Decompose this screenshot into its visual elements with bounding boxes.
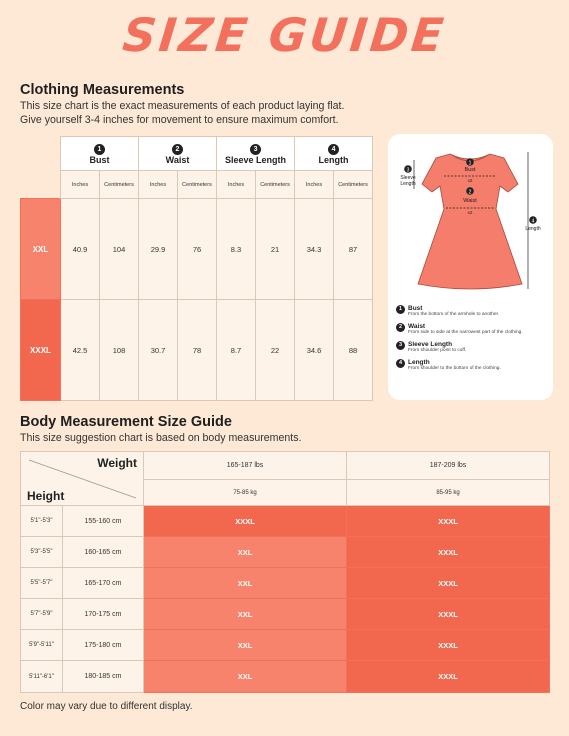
size-cell: XXXL xyxy=(347,506,550,537)
height-ft: 5'3"-5'5" xyxy=(21,537,63,568)
height-cm: 155-160 cm xyxy=(63,506,144,537)
table-cell: 78 xyxy=(178,300,217,401)
legend-desc: From shoulder point to cuff. xyxy=(408,348,467,353)
col-label: Bust xyxy=(89,154,110,165)
body-measurement-table xyxy=(20,451,550,693)
number-badge: 4 xyxy=(328,144,339,155)
number-badge: 1 xyxy=(94,144,105,155)
table-cell: 42.5 xyxy=(61,300,100,401)
corner-blank xyxy=(21,137,61,171)
weight-lbs: 187-209 lbs xyxy=(347,452,550,480)
sleeve-label: Length xyxy=(400,181,416,187)
unit-label: Inches xyxy=(139,171,178,199)
number-badge: 3 xyxy=(396,341,405,350)
unit-label: Centimeters xyxy=(256,171,295,199)
color-disclaimer: Color may vary due to different display. xyxy=(20,701,193,712)
table-row xyxy=(21,630,550,661)
size-cell: XXL xyxy=(144,630,347,661)
legend-item xyxy=(396,305,548,317)
table-cell: 40.9 xyxy=(61,199,100,300)
height-cm: 170-175 cm xyxy=(63,599,144,630)
number-badge: 2 xyxy=(396,323,405,332)
size-cell: XXXL xyxy=(347,599,550,630)
table-cell: 76 xyxy=(178,199,217,300)
legend-desc: From side to side at the narrowest part of the clothing. xyxy=(408,330,523,335)
clothing-heading: Clothing Measurements xyxy=(20,82,185,98)
height-ft: 5'5"-5'7" xyxy=(21,568,63,599)
col-header-waist xyxy=(139,137,217,171)
number-badge: 3 xyxy=(250,144,261,155)
svg-text:1: 1 xyxy=(468,160,472,167)
legend-title: Sleeve Length xyxy=(408,341,453,348)
weight-kg: 75-85 kg xyxy=(144,480,347,506)
table-row xyxy=(21,199,373,300)
height-ft: 5'9"-5'11" xyxy=(21,630,63,661)
unit-label: Centimeters xyxy=(100,171,139,199)
unit-label: Centimeters xyxy=(334,171,373,199)
height-cm: 165-170 cm xyxy=(63,568,144,599)
dress-diagram-card xyxy=(388,134,553,400)
size-label: XXL xyxy=(21,199,61,300)
height-ft: 5'1"-5'3" xyxy=(21,506,63,537)
legend-title: Bust xyxy=(408,305,423,312)
table-row xyxy=(21,537,550,568)
weight-kg: 85-95 kg xyxy=(347,480,550,506)
bust-mult: x2 xyxy=(467,178,473,183)
height-cm: 175-180 cm xyxy=(63,630,144,661)
col-label: Sleeve Length xyxy=(225,154,287,165)
corner-blank xyxy=(21,171,61,199)
table-cell: 34.3 xyxy=(295,199,334,300)
height-cm: 160-165 cm xyxy=(63,537,144,568)
size-cell: XXXL xyxy=(144,506,347,537)
legend-title: Length xyxy=(408,359,430,366)
size-cell: XXXL xyxy=(347,537,550,568)
size-cell: XXL xyxy=(144,568,347,599)
table-cell: 104 xyxy=(100,199,139,300)
size-cell: XXXL xyxy=(347,568,550,599)
waist-label: Waist xyxy=(463,198,477,204)
size-cell: XXL xyxy=(144,661,347,693)
table-cell: 108 xyxy=(100,300,139,401)
measurement-legend xyxy=(396,305,548,377)
col-header-bust xyxy=(61,137,139,171)
table-cell: 21 xyxy=(256,199,295,300)
table-row xyxy=(21,300,373,401)
table-cell: 30.7 xyxy=(139,300,178,401)
table-cell: 29.9 xyxy=(139,199,178,300)
height-ft: 5'11"-6'1" xyxy=(21,661,63,693)
table-cell: 88 xyxy=(334,300,373,401)
size-cell: XXL xyxy=(144,537,347,568)
unit-label: Inches xyxy=(217,171,256,199)
col-label: Waist xyxy=(165,154,190,165)
weight-height-corner xyxy=(21,452,144,506)
size-label: XXXL xyxy=(21,300,61,401)
table-cell: 22 xyxy=(256,300,295,401)
unit-label: Centimeters xyxy=(178,171,217,199)
size-cell: XXL xyxy=(144,599,347,630)
table-row xyxy=(21,661,550,693)
weight-label: Weight xyxy=(97,456,137,470)
col-header-sleeve xyxy=(217,137,295,171)
clothing-subtitle-1: This size chart is the exact measurements of each product laying flat. xyxy=(20,100,345,112)
clothing-measurements-table xyxy=(20,136,373,401)
table-row xyxy=(21,599,550,630)
body-heading: Body Measurement Size Guide xyxy=(20,414,232,430)
unit-label: Inches xyxy=(295,171,334,199)
height-ft: 5'7"-5'9" xyxy=(21,599,63,630)
page-title: SIZE GUIDE xyxy=(120,8,449,62)
number-badge: 1 xyxy=(396,305,405,314)
body-subtitle: This size suggestion chart is based on body measurements. xyxy=(20,432,302,444)
length-label: Length xyxy=(525,226,541,232)
bust-label: Bust xyxy=(464,167,476,173)
number-badge: 2 xyxy=(172,144,183,155)
waist-mult: x2 xyxy=(467,210,473,215)
clothing-subtitle-2: Give yourself 3-4 inches for movement to ensure maximum comfort. xyxy=(20,114,339,126)
legend-desc: From shoulder to the bottom of the clothing. xyxy=(408,366,501,371)
legend-desc: From the bottom of the armhole to another. xyxy=(408,312,500,317)
unit-label: Inches xyxy=(61,171,100,199)
table-row xyxy=(21,506,550,537)
legend-item xyxy=(396,341,548,353)
size-cell: XXXL xyxy=(347,661,550,693)
table-cell: 8.3 xyxy=(217,199,256,300)
svg-text:2: 2 xyxy=(468,189,472,196)
table-cell: 8.7 xyxy=(217,300,256,401)
col-header-length xyxy=(295,137,373,171)
svg-text:3: 3 xyxy=(406,167,410,174)
height-cm: 180-185 cm xyxy=(63,661,144,693)
col-label: Length xyxy=(318,154,349,165)
table-cell: 87 xyxy=(334,199,373,300)
dress-shape xyxy=(418,154,522,289)
table-row xyxy=(21,568,550,599)
legend-title: Waist xyxy=(408,323,426,330)
legend-item xyxy=(396,323,548,335)
number-badge: 4 xyxy=(396,359,405,368)
height-label: Height xyxy=(27,489,65,503)
svg-text:4: 4 xyxy=(531,218,535,225)
size-cell: XXXL xyxy=(347,630,550,661)
weight-lbs: 165-187 lbs xyxy=(144,452,347,480)
legend-item xyxy=(396,359,548,371)
table-cell: 34.6 xyxy=(295,300,334,401)
dress-diagram xyxy=(388,134,553,302)
sleeve-label: Sleeve xyxy=(400,175,416,181)
